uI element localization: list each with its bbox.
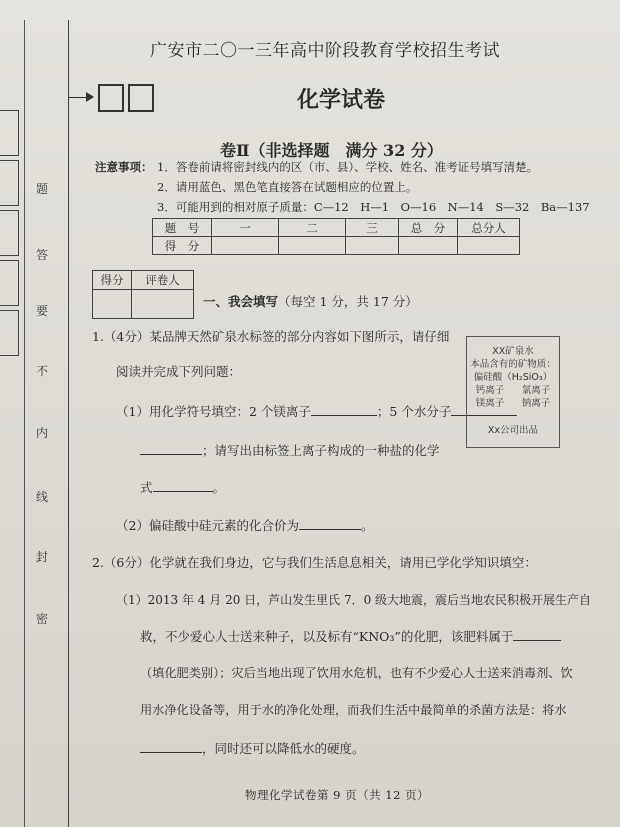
score-header-cell: 二 xyxy=(279,219,346,237)
margin-line-outer xyxy=(24,20,25,827)
exam-header: 广安市二〇一三年高中阶段教育学校招生考试 xyxy=(150,41,500,61)
score-cell[interactable] xyxy=(399,237,458,255)
reviewer-table xyxy=(92,270,194,319)
margin-box xyxy=(0,260,19,306)
answer-blank[interactable] xyxy=(513,626,561,641)
paper-subtitle: 卷Ⅱ（非选择题 满分 32 分） xyxy=(220,141,443,160)
section-note: （每空 1 分，共 17 分） xyxy=(278,294,418,309)
reviewer-label: 评卷人 xyxy=(132,271,194,290)
q2-l4: 用水净化设备等，用于水的净化处理，而我们生活中最简单的杀菌方法是：将水 xyxy=(140,703,567,717)
score-header-cell: 一 xyxy=(212,219,279,237)
margin-char: 线 xyxy=(36,490,49,504)
score-cell[interactable] xyxy=(212,237,279,255)
page-footer: 物理化学试卷第 9 页（共 12 页） xyxy=(245,788,430,802)
score-header-cell: 三 xyxy=(346,219,399,237)
instruction-item: 2．请用蓝色、黑色笔直接答在试题相应的位置上。 xyxy=(157,180,418,194)
score-cell[interactable] xyxy=(346,237,399,255)
score-header-cell: 题 号 xyxy=(153,219,212,237)
margin-box xyxy=(0,110,19,156)
instruction-item: 3．可能用到的相对原子质量：C—12 H—1 O—16 N—14 S—32 Ba—137 xyxy=(157,200,590,214)
label-ion: 钠离子 xyxy=(521,398,551,409)
margin-char: 密 xyxy=(36,612,49,626)
q1-line2: 阅读并完成下列问题： xyxy=(116,364,242,379)
section-title: 一、我会填写 xyxy=(203,294,279,309)
label-ions-row xyxy=(467,384,559,397)
answer-blank[interactable] xyxy=(140,738,202,753)
score-header-cell: 总分人 xyxy=(458,219,520,237)
label-line: 本品含有的矿物质： xyxy=(470,359,556,370)
answer-blank[interactable] xyxy=(153,477,213,492)
q1-part1-text: （1）用化学符号填空：2 个镁离子 xyxy=(116,404,311,419)
arrow-head-icon xyxy=(86,92,94,102)
instructions xyxy=(95,157,590,217)
label-ions-row xyxy=(467,397,559,410)
margin-char: 要 xyxy=(36,304,49,318)
margin-char: 答 xyxy=(36,248,49,262)
q1-part2-text: 。 xyxy=(360,518,374,533)
section-heading xyxy=(203,292,418,310)
score-cell[interactable] xyxy=(279,237,346,255)
margin-line-inner xyxy=(68,20,69,827)
q2-l2 xyxy=(140,626,561,647)
q1-line1: 1.（4分）某品牌天然矿泉水标签的部分内容如下图所示，请仔细 xyxy=(92,329,450,344)
label-ion: 钙离子 xyxy=(475,385,505,396)
label-acid: 偏硅酸（H₂SiO₃） xyxy=(473,372,553,383)
answer-blank[interactable] xyxy=(140,440,202,455)
margin-box xyxy=(0,210,19,256)
margin-box xyxy=(0,310,19,356)
reviewer-score-cell[interactable] xyxy=(93,290,132,319)
label-ion: 氯离子 xyxy=(521,385,551,396)
score-row-label: 得 分 xyxy=(153,237,212,255)
seat-box xyxy=(98,84,124,112)
q1-part1-text: ；5 个水分子 xyxy=(376,404,452,419)
margin-char: 封 xyxy=(36,550,49,564)
label-brand: XX矿泉水 xyxy=(492,346,534,357)
q2-l5-text: ，同时还可以降低水的硬度。 xyxy=(202,741,365,756)
binding-margin xyxy=(0,0,70,827)
q2-line1: 2.（6分）化学就在我们身边，它与我们生活息息相关，请用已学化学知识填空： xyxy=(92,555,537,570)
q1-part1 xyxy=(116,401,517,422)
answer-blank[interactable] xyxy=(299,515,361,530)
margin-char: 题 xyxy=(36,182,49,196)
instruction-item: 1．答卷前请将密封线内的区（市、县）、学校、姓名、准考证号填写清楚。 xyxy=(157,160,539,174)
q1-part2 xyxy=(116,515,373,536)
mineral-water-label xyxy=(466,336,560,448)
q1-part1-end xyxy=(140,477,225,498)
q1-part1-text: ；请写出由标签上离子构成的一种盐的化学 xyxy=(202,443,440,458)
reviewer-cell[interactable] xyxy=(132,290,194,319)
q2-l2-text: 救，不少爱心人士送来种子，以及标有“KNO₃”的化肥，该肥料属于 xyxy=(140,629,514,644)
label-maker: Xx公司出品 xyxy=(487,425,539,436)
answer-blank[interactable] xyxy=(311,401,377,416)
margin-char: 不 xyxy=(36,364,49,378)
q1-part1-text: 。 xyxy=(212,480,226,495)
score-cell[interactable] xyxy=(458,237,520,255)
label-ion: 镁离子 xyxy=(475,398,505,409)
q2-l1: （1）2013 年 4 月 20 日，芦山发生里氏 7．0 级大地震，震后当地农民积极开展生产自 xyxy=(116,593,592,607)
q2-l5 xyxy=(140,738,365,759)
score-table xyxy=(152,218,520,255)
page-title: 化学试卷 xyxy=(297,87,386,113)
reviewer-score-label: 得分 xyxy=(93,271,132,290)
margin-box xyxy=(0,160,19,206)
q1-part1-text: 式 xyxy=(140,480,153,495)
instructions-lead: 注意事项： xyxy=(95,160,153,174)
q1-part1-cont xyxy=(140,440,440,461)
q1-part2-text: （2）偏硅酸中硅元素的化合价为 xyxy=(116,518,299,533)
q2-l3: （填化肥类别）；灾后当地出现了饮用水危机，也有不少爱心人士送来消毒剂、饮 xyxy=(140,666,573,680)
margin-char: 内 xyxy=(36,426,49,440)
seat-box xyxy=(128,84,154,112)
score-header-cell: 总 分 xyxy=(399,219,458,237)
